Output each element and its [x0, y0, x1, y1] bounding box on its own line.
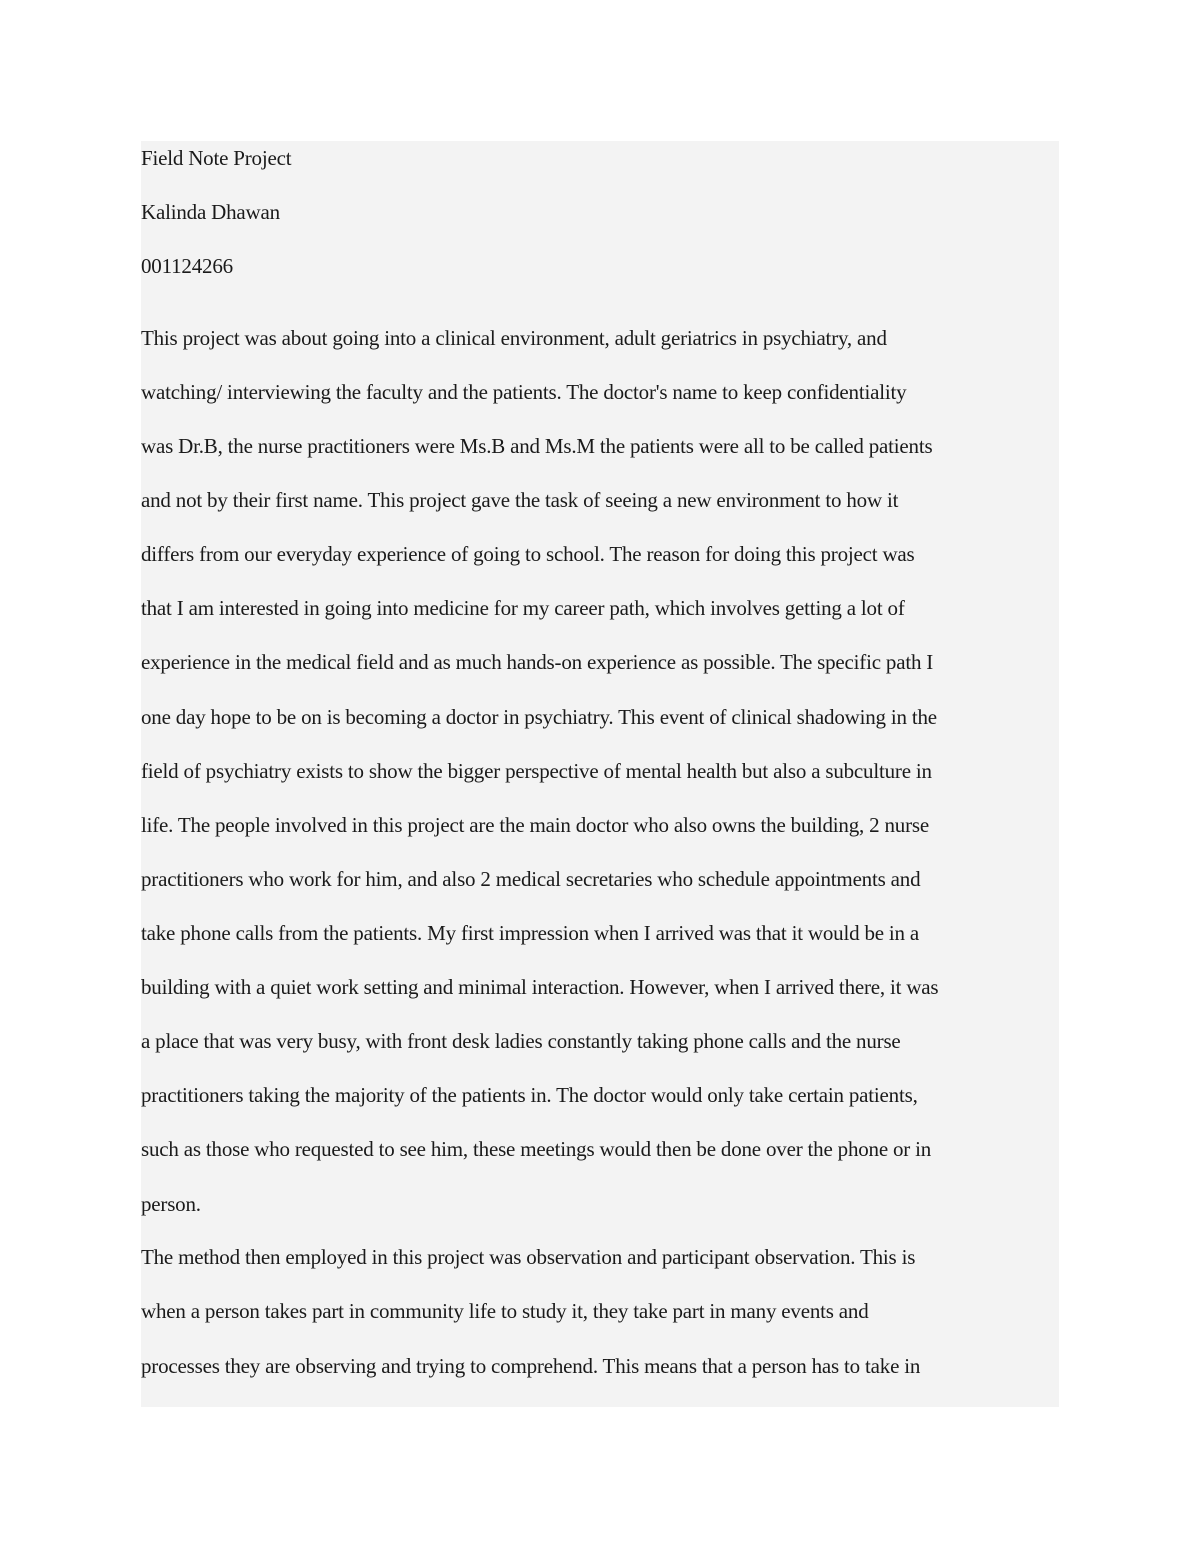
author-name: Kalinda Dhawan: [141, 200, 280, 224]
body-line: take phone calls from the patients. My first impression when I arrived was that it would be in a: [141, 921, 920, 945]
document-page: [141, 141, 1059, 1407]
body-line: such as those who requested to see him, these meetings would then be done over the phone or in: [141, 1137, 932, 1161]
body-line: person.: [141, 1192, 201, 1216]
body-line: building with a quiet work setting and minimal interaction. However, when I arrived there, it was: [141, 975, 939, 999]
body-line: This project was about going into a clinical environment, adult geriatrics in psychiatry, and: [141, 326, 887, 350]
body-line: differs from our everyday experience of going to school. The reason for doing this project was: [141, 542, 915, 566]
body-line: was Dr.B, the nurse practitioners were Ms.B and Ms.M the patients were all to be called patients: [141, 434, 933, 458]
body-line: practitioners who work for him, and also 2 medical secretaries who schedule appointments and: [141, 867, 921, 891]
body-line: watching/ interviewing the faculty and the patients. The doctor's name to keep confidentiality: [141, 380, 907, 404]
body-line: and not by their first name. This project gave the task of seeing a new environment to how it: [141, 488, 899, 512]
body-line: The method then employed in this project was observation and participant observation. This is: [141, 1245, 916, 1269]
document-title: Field Note Project: [141, 146, 292, 170]
body-line: practitioners taking the majority of the patients in. The doctor would only take certain patients,: [141, 1083, 918, 1107]
body-line: experience in the medical field and as much hands-on experience as possible. The specific path I: [141, 650, 934, 674]
student-id: 001124266: [141, 254, 233, 278]
body-line: one day hope to be on is becoming a doctor in psychiatry. This event of clinical shadowing in the: [141, 705, 937, 729]
body-line: life. The people involved in this project are the main doctor who also owns the building, 2 nurse: [141, 813, 929, 837]
body-line: field of psychiatry exists to show the bigger perspective of mental health but also a subculture in: [141, 759, 932, 783]
body-line: when a person takes part in community life to study it, they take part in many events and: [141, 1299, 869, 1323]
body-line: that I am interested in going into medicine for my career path, which involves getting a lot of: [141, 596, 905, 620]
body-line: processes they are observing and trying to comprehend. This means that a person has to take in: [141, 1354, 921, 1378]
body-line: a place that was very busy, with front desk ladies constantly taking phone calls and the nurse: [141, 1029, 901, 1053]
